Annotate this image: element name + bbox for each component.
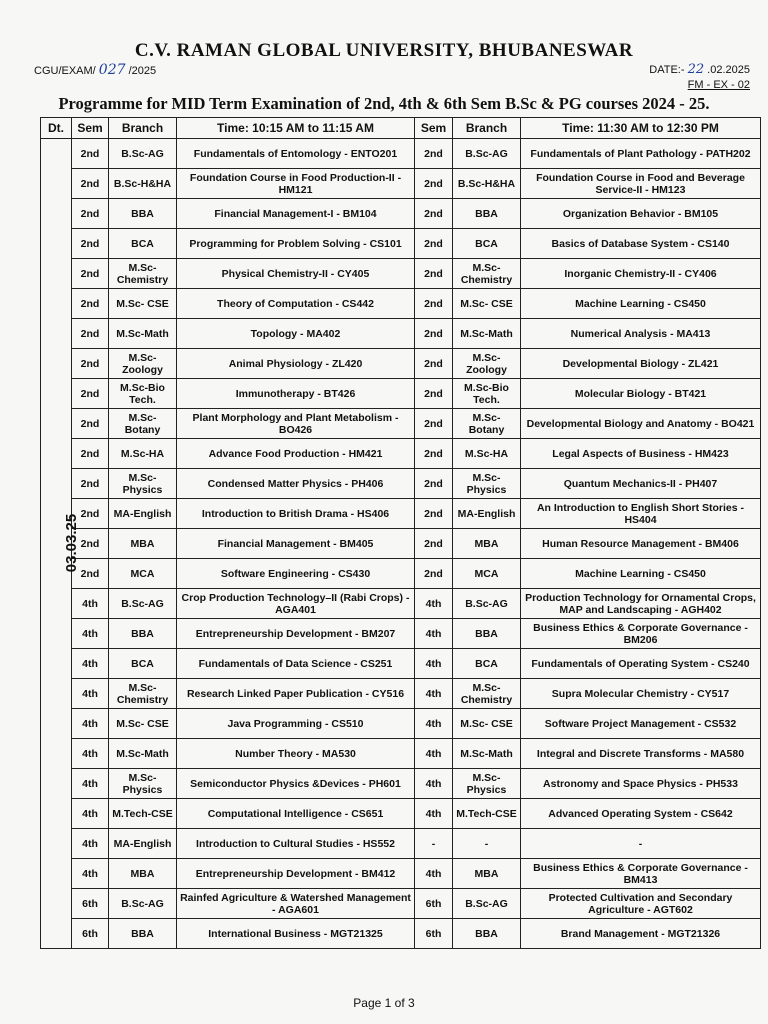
cell-sem-second: 2nd — [415, 559, 453, 589]
cell-sem-second: 4th — [415, 589, 453, 619]
cell-subject-second-slot: Numerical Analysis - MA413 — [521, 319, 761, 349]
schedule-table — [40, 117, 761, 949]
table-row — [41, 259, 761, 289]
table-row — [41, 859, 761, 889]
cell-sem-first: 2nd — [72, 409, 109, 439]
cell-branch-first: M.Sc-Chemistry — [109, 259, 177, 289]
cell-branch-first: M.Sc-Botany — [109, 409, 177, 439]
header-sem-second: Sem — [415, 118, 453, 139]
table-row — [41, 739, 761, 769]
cell-sem-first: 4th — [72, 709, 109, 739]
cell-sem-first: 6th — [72, 919, 109, 949]
cell-branch-first: BBA — [109, 919, 177, 949]
table-row — [41, 319, 761, 349]
cell-subject-second-slot: Protected Cultivation and Secondary Agriculture - AGT602 — [521, 889, 761, 919]
cell-branch-first: M.Sc-Math — [109, 739, 177, 769]
cell-subject-first-slot: Programming for Problem Solving - CS101 — [177, 229, 415, 259]
table-row — [41, 409, 761, 439]
table-row — [41, 349, 761, 379]
cell-sem-second: 2nd — [415, 229, 453, 259]
issue-date — [649, 62, 750, 77]
header-time-second-slot: Time: 11:30 AM to 12:30 PM — [521, 118, 761, 139]
cell-branch-second: M.Sc-Bio Tech. — [453, 379, 521, 409]
cell-sem-first: 2nd — [72, 259, 109, 289]
cell-subject-first-slot: Advance Food Production - HM421 — [177, 439, 415, 469]
reference-suffix: /2025 — [125, 65, 157, 77]
cell-subject-first-slot: Immunotherapy - BT426 — [177, 379, 415, 409]
cell-subject-first-slot: Entrepreneurship Development - BM412 — [177, 859, 415, 889]
table-row — [41, 589, 761, 619]
cell-sem-second: 4th — [415, 619, 453, 649]
cell-sem-first: 2nd — [72, 229, 109, 259]
cell-subject-first-slot: Theory of Computation - CS442 — [177, 289, 415, 319]
cell-subject-first-slot: Plant Morphology and Plant Metabolism - BO426 — [177, 409, 415, 439]
cell-branch-second: M.Sc- CSE — [453, 289, 521, 319]
cell-subject-first-slot: Fundamentals of Data Science - CS251 — [177, 649, 415, 679]
cell-subject-second-slot: Fundamentals of Operating System - CS240 — [521, 649, 761, 679]
cell-branch-first: M.Tech-CSE — [109, 799, 177, 829]
cell-branch-first: MBA — [109, 529, 177, 559]
cell-branch-second: M.Sc-Physics — [453, 769, 521, 799]
exam-date-cell — [41, 139, 81, 949]
cell-subject-first-slot: Number Theory - MA530 — [177, 739, 415, 769]
cell-subject-second-slot: Business Ethics & Corporate Governance - BM206 — [521, 619, 761, 649]
cell-branch-first: M.Sc-Physics — [109, 469, 177, 499]
cell-branch-second: M.Sc-HA — [453, 439, 521, 469]
cell-subject-first-slot: Introduction to Cultural Studies - HS552 — [177, 829, 415, 859]
table-row — [41, 649, 761, 679]
cell-sem-second: 2nd — [415, 439, 453, 469]
cell-branch-second: MBA — [453, 529, 521, 559]
cell-sem-first: 4th — [72, 829, 109, 859]
cell-branch-first: M.Sc- CSE — [109, 709, 177, 739]
cell-branch-second: M.Sc-Botany — [453, 409, 521, 439]
cell-branch-first: M.Sc-Physics — [109, 769, 177, 799]
cell-branch-first: BCA — [109, 229, 177, 259]
cell-branch-first: B.Sc-H&HA — [109, 169, 177, 199]
cell-sem-second: 2nd — [415, 409, 453, 439]
cell-sem-first: 4th — [72, 649, 109, 679]
cell-sem-second: 2nd — [415, 349, 453, 379]
table-row — [41, 289, 761, 319]
cell-subject-first-slot: Semiconductor Physics &Devices - PH601 — [177, 769, 415, 799]
cell-sem-second: 2nd — [415, 139, 453, 169]
cell-branch-second: MCA — [453, 559, 521, 589]
cell-sem-second: 4th — [415, 859, 453, 889]
cell-sem-first: 4th — [72, 769, 109, 799]
table-row — [41, 439, 761, 469]
table-row — [41, 889, 761, 919]
cell-branch-second: M.Sc-Physics — [453, 469, 521, 499]
table-row — [41, 619, 761, 649]
cell-branch-second: B.Sc-H&HA — [453, 169, 521, 199]
cell-subject-first-slot: Research Linked Paper Publication - CY516 — [177, 679, 415, 709]
cell-sem-second: 2nd — [415, 199, 453, 229]
programme-title: Programme for MID Term Examination of 2nd, 4th & 6th Sem B.Sc & PG courses 2024 - 25. — [58, 94, 710, 113]
cell-branch-second: BBA — [453, 199, 521, 229]
cell-subject-first-slot: Animal Physiology - ZL420 — [177, 349, 415, 379]
cell-sem-second: 4th — [415, 799, 453, 829]
cell-sem-second: 2nd — [415, 169, 453, 199]
cell-subject-second-slot: Software Project Management - CS532 — [521, 709, 761, 739]
cell-sem-first: 2nd — [72, 529, 109, 559]
table-row — [41, 559, 761, 589]
reference-handwritten-number: 027 — [98, 62, 126, 78]
cell-sem-second: 4th — [415, 739, 453, 769]
cell-branch-first: BCA — [109, 649, 177, 679]
cell-subject-first-slot: Rainfed Agriculture & Watershed Management - AGA601 — [177, 889, 415, 919]
schedule-body — [41, 139, 761, 949]
table-row — [41, 379, 761, 409]
cell-sem-first: 4th — [72, 799, 109, 829]
cell-subject-first-slot: Foundation Course in Food Production-II - HM121 — [177, 169, 415, 199]
cell-subject-second-slot: - — [521, 829, 761, 859]
cell-branch-second: - — [453, 829, 521, 859]
page-number: Page 1 of 3 — [353, 996, 415, 1010]
date-prefix: DATE:- — [649, 64, 688, 76]
cell-sem-first: 2nd — [72, 319, 109, 349]
cell-sem-first: 2nd — [72, 289, 109, 319]
cell-sem-second: 4th — [415, 709, 453, 739]
cell-branch-second: M.Sc- CSE — [453, 709, 521, 739]
cell-sem-second: 4th — [415, 679, 453, 709]
cell-sem-second: 2nd — [415, 529, 453, 559]
cell-subject-first-slot: Java Programming - CS510 — [177, 709, 415, 739]
cell-branch-first: M.Sc-HA — [109, 439, 177, 469]
cell-branch-second: M.Sc-Zoology — [453, 349, 521, 379]
cell-sem-first: 2nd — [72, 139, 109, 169]
cell-sem-first: 4th — [72, 859, 109, 889]
cell-subject-second-slot: Human Resource Management - BM406 — [521, 529, 761, 559]
reference-number — [34, 62, 156, 78]
cell-sem-second: 6th — [415, 919, 453, 949]
cell-branch-first: MA-English — [109, 829, 177, 859]
cell-sem-first: 2nd — [72, 169, 109, 199]
cell-sem-first: 4th — [72, 739, 109, 769]
table-row — [41, 529, 761, 559]
cell-subject-second-slot: Production Technology for Ornamental Crops, MAP and Landscaping - AGH402 — [521, 589, 761, 619]
cell-subject-second-slot: Supra Molecular Chemistry - CY517 — [521, 679, 761, 709]
cell-branch-second: M.Sc-Math — [453, 319, 521, 349]
reference-prefix: CGU/EXAM/ — [34, 65, 99, 77]
date-handwritten-day: 22 — [687, 62, 705, 77]
table-row — [41, 229, 761, 259]
cell-branch-first: M.Sc-Math — [109, 319, 177, 349]
cell-branch-second: B.Sc-AG — [453, 889, 521, 919]
cell-branch-first: B.Sc-AG — [109, 889, 177, 919]
header-sem-first: Sem — [72, 118, 109, 139]
table-row — [41, 769, 761, 799]
cell-branch-first: M.Sc-Chemistry — [109, 679, 177, 709]
cell-subject-second-slot: Developmental Biology - ZL421 — [521, 349, 761, 379]
cell-subject-second-slot: Brand Management - MGT21326 — [521, 919, 761, 949]
cell-subject-first-slot: Financial Management-I - BM104 — [177, 199, 415, 229]
cell-sem-first: 2nd — [72, 559, 109, 589]
cell-sem-second: 2nd — [415, 289, 453, 319]
header-date: Dt. — [41, 118, 72, 139]
header-branch-second: Branch — [453, 118, 521, 139]
cell-branch-second: B.Sc-AG — [453, 139, 521, 169]
cell-subject-second-slot: Advanced Operating System - CS642 — [521, 799, 761, 829]
cell-branch-first: M.Sc-Zoology — [109, 349, 177, 379]
cell-subject-second-slot: Machine Learning - CS450 — [521, 559, 761, 589]
cell-subject-first-slot: Computational Intelligence - CS651 — [177, 799, 415, 829]
cell-sem-second: 2nd — [415, 379, 453, 409]
cell-branch-second: M.Sc-Math — [453, 739, 521, 769]
table-row — [41, 829, 761, 859]
cell-sem-first: 6th — [72, 889, 109, 919]
cell-branch-second: M.Sc-Chemistry — [453, 679, 521, 709]
university-title: C.V. RAMAN GLOBAL UNIVERSITY, BHUBANESWAR — [134, 40, 634, 61]
cell-sem-first: 2nd — [72, 439, 109, 469]
cell-subject-second-slot: Basics of Database System - CS140 — [521, 229, 761, 259]
cell-branch-first: BBA — [109, 619, 177, 649]
cell-sem-second: 2nd — [415, 499, 453, 529]
cell-subject-second-slot: Quantum Mechanics-II - PH407 — [521, 469, 761, 499]
cell-sem-second: 2nd — [415, 469, 453, 499]
table-row — [41, 199, 761, 229]
cell-sem-first: 2nd — [72, 199, 109, 229]
cell-subject-second-slot: An Introduction to English Short Stories - HS404 — [521, 499, 761, 529]
cell-subject-second-slot: Molecular Biology - BT421 — [521, 379, 761, 409]
cell-subject-first-slot: Physical Chemistry-II - CY405 — [177, 259, 415, 289]
cell-subject-second-slot: Business Ethics & Corporate Governance - BM413 — [521, 859, 761, 889]
cell-subject-first-slot: International Business - MGT21325 — [177, 919, 415, 949]
table-row — [41, 499, 761, 529]
table-row — [41, 679, 761, 709]
cell-sem-first: 4th — [72, 679, 109, 709]
cell-subject-first-slot: Software Engineering - CS430 — [177, 559, 415, 589]
cell-branch-second: B.Sc-AG — [453, 589, 521, 619]
cell-sem-first: 2nd — [72, 469, 109, 499]
cell-subject-first-slot: Introduction to British Drama - HS406 — [177, 499, 415, 529]
table-row — [41, 709, 761, 739]
exam-date: 03.03.25 — [63, 513, 81, 573]
cell-branch-second: BCA — [453, 229, 521, 259]
cell-branch-second: MBA — [453, 859, 521, 889]
cell-branch-second: BBA — [453, 919, 521, 949]
header-time-first-slot: Time: 10:15 AM to 11:15 AM — [177, 118, 415, 139]
cell-branch-first: M.Sc- CSE — [109, 289, 177, 319]
cell-branch-second: BCA — [453, 649, 521, 679]
cell-branch-first: B.Sc-AG — [109, 139, 177, 169]
cell-branch-first: MCA — [109, 559, 177, 589]
table-row — [41, 799, 761, 829]
cell-subject-second-slot: Inorganic Chemistry-II - CY406 — [521, 259, 761, 289]
table-row — [41, 469, 761, 499]
cell-sem-second: 2nd — [415, 319, 453, 349]
cell-branch-first: B.Sc-AG — [109, 589, 177, 619]
cell-branch-first: MA-English — [109, 499, 177, 529]
cell-branch-second: M.Sc-Chemistry — [453, 259, 521, 289]
cell-branch-first: MBA — [109, 859, 177, 889]
cell-sem-first: 2nd — [72, 379, 109, 409]
cell-subject-first-slot: Entrepreneurship Development - BM207 — [177, 619, 415, 649]
cell-sem-first: 2nd — [72, 349, 109, 379]
cell-sem-second: - — [415, 829, 453, 859]
cell-subject-second-slot: Organization Behavior - BM105 — [521, 199, 761, 229]
cell-subject-first-slot: Topology - MA402 — [177, 319, 415, 349]
cell-branch-second: M.Tech-CSE — [453, 799, 521, 829]
cell-subject-second-slot: Machine Learning - CS450 — [521, 289, 761, 319]
cell-sem-first: 4th — [72, 619, 109, 649]
form-code: FM - EX - 02 — [687, 79, 750, 91]
cell-subject-second-slot: Integral and Discrete Transforms - MA580 — [521, 739, 761, 769]
cell-sem-second: 2nd — [415, 259, 453, 289]
cell-branch-second: BBA — [453, 619, 521, 649]
table-row — [41, 169, 761, 199]
table-header-row — [41, 118, 761, 139]
cell-subject-first-slot: Crop Production Technology–II (Rabi Crops) - AGA401 — [177, 589, 415, 619]
cell-subject-second-slot: Legal Aspects of Business - HM423 — [521, 439, 761, 469]
header-branch-first: Branch — [109, 118, 177, 139]
cell-sem-second: 4th — [415, 649, 453, 679]
cell-sem-second: 6th — [415, 889, 453, 919]
cell-sem-first: 2nd — [72, 499, 109, 529]
cell-subject-second-slot: Developmental Biology and Anatomy - BO421 — [521, 409, 761, 439]
cell-sem-first: 4th — [72, 589, 109, 619]
cell-subject-second-slot: Foundation Course in Food and Beverage Service-II - HM123 — [521, 169, 761, 199]
cell-branch-first: BBA — [109, 199, 177, 229]
cell-subject-first-slot: Financial Management - BM405 — [177, 529, 415, 559]
table-row — [41, 919, 761, 949]
date-suffix: .02.2025 — [704, 64, 750, 76]
cell-subject-second-slot: Astronomy and Space Physics - PH533 — [521, 769, 761, 799]
cell-subject-first-slot: Fundamentals of Entomology - ENTO201 — [177, 139, 415, 169]
cell-subject-second-slot: Fundamentals of Plant Pathology - PATH202 — [521, 139, 761, 169]
cell-sem-second: 4th — [415, 769, 453, 799]
cell-branch-second: MA-English — [453, 499, 521, 529]
cell-branch-first: M.Sc-Bio Tech. — [109, 379, 177, 409]
table-row — [41, 139, 761, 169]
cell-subject-first-slot: Condensed Matter Physics - PH406 — [177, 469, 415, 499]
